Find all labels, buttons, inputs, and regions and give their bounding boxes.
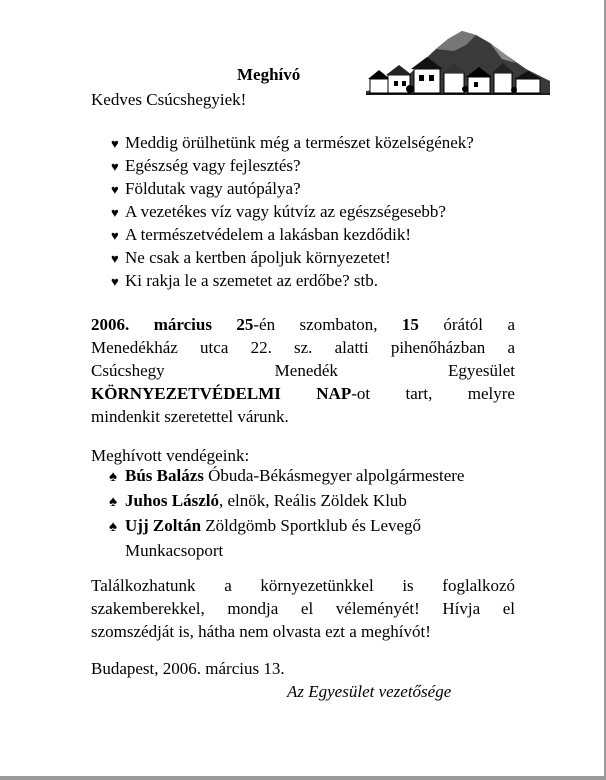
meeting-line-3: szomszédját is, hátha nem olvasta ezt a meghívót! bbox=[91, 622, 431, 641]
question-list bbox=[111, 131, 474, 292]
greeting-line: Kedves Csúcshegyiek! bbox=[91, 90, 247, 109]
list-item: ♥ A vezetékes víz vagy kútvíz az egészségesebb? bbox=[111, 200, 474, 223]
village-hill-illustration bbox=[366, 29, 550, 95]
event-line-2: Menedékház utca 22. sz. alatti pihenőházban a bbox=[91, 338, 515, 357]
meeting-line-1: Találkozhatunk a környezetünkkel is foglalkozó bbox=[91, 576, 515, 595]
list-item: ♠ Ujj Zoltán Zöldgömb Sportklub és Levegő bbox=[109, 514, 464, 539]
list-item: ♠ Bús Balázs Óbuda-Békásmegyer alpolgármestere bbox=[109, 464, 464, 489]
heart-bullet-icon: ♥ bbox=[111, 182, 119, 197]
heart-bullet-icon: ♥ bbox=[111, 228, 119, 243]
place-date: Budapest, 2006. március 13. bbox=[91, 659, 285, 678]
signature: Az Egyesület vezetősége bbox=[287, 682, 452, 701]
heart-bullet-icon: ♥ bbox=[111, 251, 119, 266]
event-line-3: Csúcshegy Menedék Egyesület bbox=[91, 361, 515, 380]
list-item: ♥ Egészség vagy fejlesztés? bbox=[111, 154, 474, 177]
list-item: ♥ A természetvédelem a lakásban kezdődik! bbox=[111, 223, 474, 246]
heart-bullet-icon: ♥ bbox=[111, 159, 119, 174]
event-line-5: mindenkit szeretettel várunk. bbox=[91, 407, 289, 426]
heart-bullet-icon: ♥ bbox=[111, 136, 119, 151]
list-item: ♥ Földutak vagy autópálya? bbox=[111, 177, 474, 200]
heart-bullet-icon: ♥ bbox=[111, 274, 119, 289]
event-paragraph bbox=[91, 313, 515, 428]
spade-bullet-icon: ♠ bbox=[109, 494, 117, 510]
spade-bullet-icon: ♠ bbox=[109, 519, 117, 535]
event-line-1: 2006. március 25-én szombaton, 15 órától a bbox=[91, 315, 516, 334]
guests-heading: Meghívott vendégeink: bbox=[91, 446, 250, 465]
heart-bullet-icon: ♥ bbox=[111, 205, 119, 220]
invitation-title: Meghívó bbox=[237, 65, 301, 84]
meeting-line-2: szakemberekkel, mondja el véleményét! Hívja el bbox=[91, 599, 515, 618]
list-item: ♥ Ne csak a kertben ápoljuk környezetet! bbox=[111, 246, 474, 269]
list-item: ♥ Ki rakja le a szemetet az erdőbe? stb. bbox=[111, 269, 474, 292]
guest-list bbox=[109, 464, 464, 562]
spade-bullet-icon: ♠ bbox=[109, 469, 117, 485]
meeting-paragraph bbox=[91, 574, 515, 643]
list-item: ♠ Juhos László, elnök, Reális Zöldek Klub bbox=[109, 489, 464, 514]
list-item: ♥ Meddig örülhetünk még a természet közelségének? bbox=[111, 131, 474, 154]
list-item-continuation: Munkacsoport bbox=[125, 541, 224, 560]
event-line-4: KÖRNYEZETVÉDELMI NAP-ot tart, melyre bbox=[91, 384, 515, 403]
page-edge-bottom bbox=[0, 776, 606, 780]
